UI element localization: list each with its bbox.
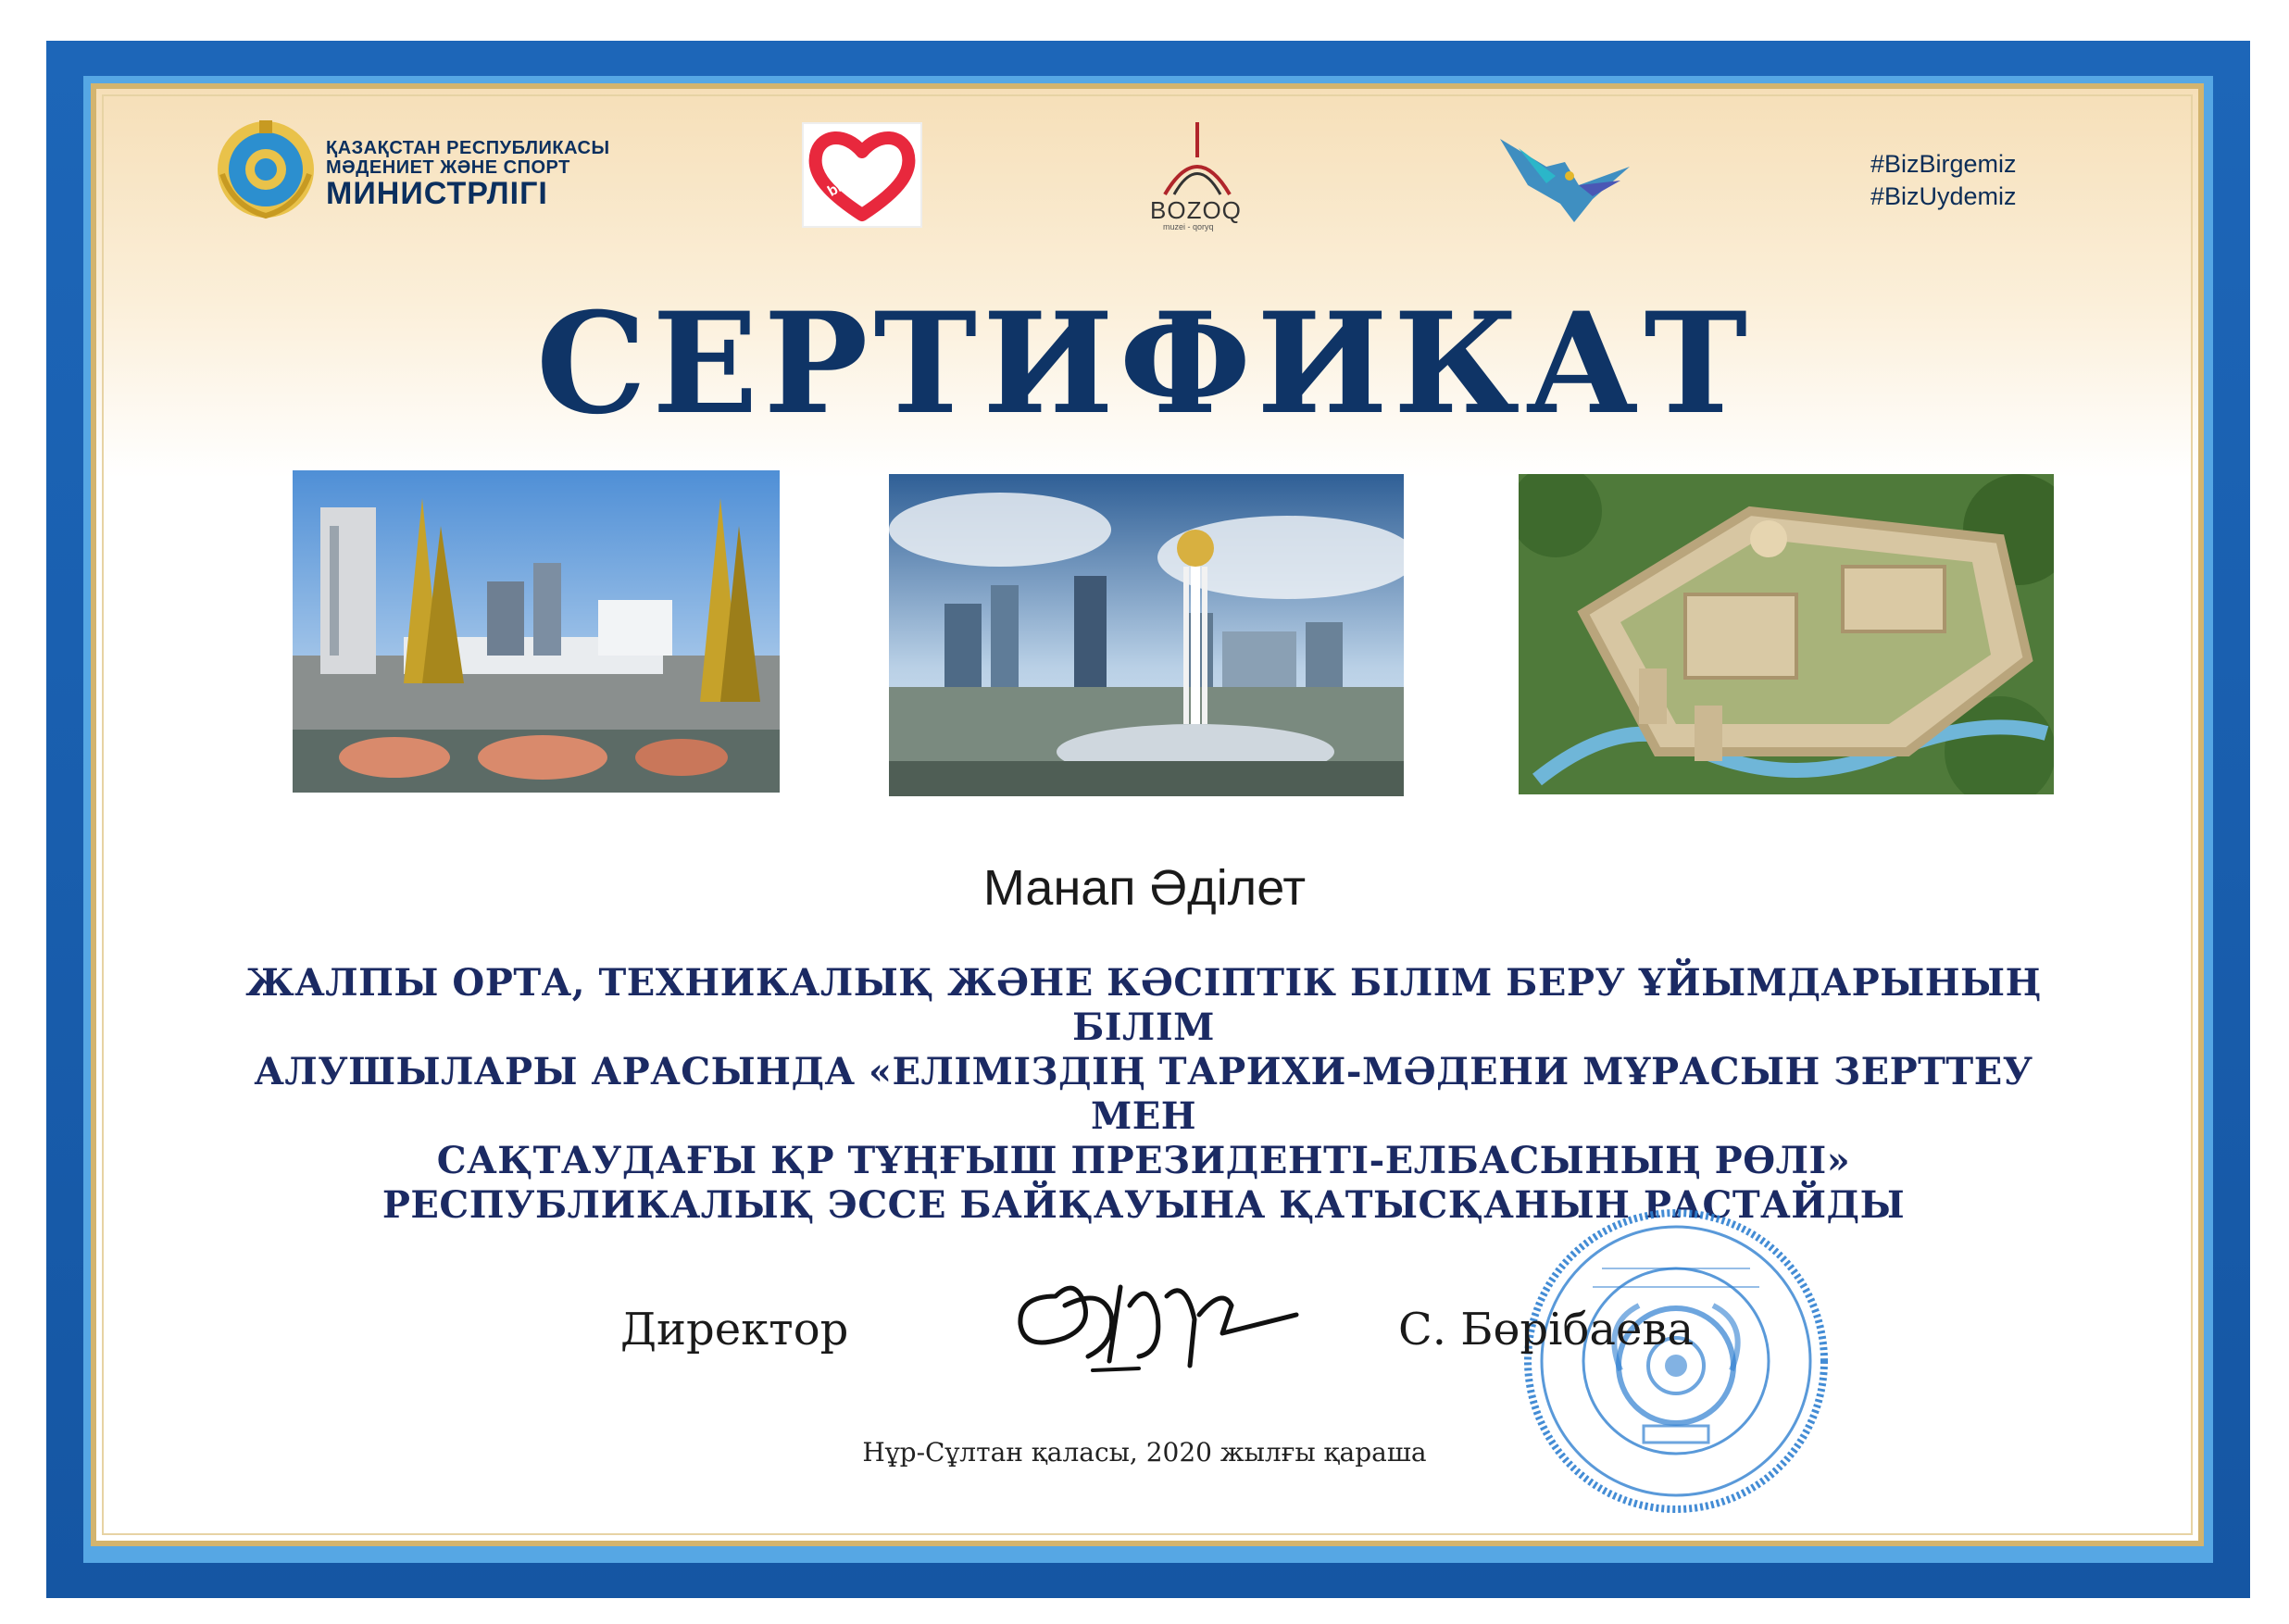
birgemiz-logo-text: birgemiz bbox=[825, 156, 886, 200]
photo-ancient-fortress bbox=[1519, 474, 2054, 794]
hashtags bbox=[1833, 148, 2017, 213]
handwritten-signature bbox=[1000, 1250, 1306, 1380]
bozoq-logo-subtitle: muzei - qoryq bbox=[1163, 222, 1214, 231]
photo-astana-golden-towers bbox=[293, 470, 780, 793]
photo-bayterek bbox=[889, 474, 1404, 796]
recipient-name: Манап Әділет bbox=[982, 860, 1307, 916]
birgemiz-logo bbox=[802, 122, 922, 228]
certificate-title: СЕРТИФИКАТ bbox=[535, 282, 1754, 445]
body-line-1: ЖАЛПЫ ОРТА, ТЕХНИКАЛЫҚ ЖӘНЕ КӘСІПТІК БІЛІМ БЕРУ ҰЙЫМДАРЫНЫҢ БІЛІМ bbox=[245, 961, 2042, 1049]
hashtag-biz-uydemiz: #BizUydemiz bbox=[1870, 182, 2017, 211]
ministry-logo bbox=[215, 119, 650, 230]
certificate-body bbox=[222, 961, 2065, 1228]
body-line-2: АЛУШЫЛАРЫ АРАСЫНДА «ЕЛІМІЗДІҢ ТАРИХИ-МӘДЕНИ МҰРАСЫН ЗЕРТТЕУ МЕН bbox=[254, 1050, 2033, 1138]
eagle-icon bbox=[1491, 130, 1648, 231]
bozoq-logo-text: BOZOQ bbox=[1150, 196, 1242, 224]
director-label: Директор bbox=[620, 1304, 849, 1355]
bozoq-logo bbox=[1146, 120, 1248, 236]
ministry-line2: МӘДЕНИЕТ ЖӘНЕ СПОРТ bbox=[326, 157, 570, 178]
place-and-date: Нұр-Сұлтан қаласы, 2020 жылғы қараша bbox=[862, 1437, 1427, 1468]
official-seal bbox=[1519, 1204, 1833, 1518]
body-line-4: РЕСПУБЛИКАЛЫҚ ЭССЕ БАЙҚАУЫНА ҚАТЫСҚАНЫН РАСТАЙДЫ bbox=[382, 1183, 1906, 1227]
director-name: С. Бөрібаева bbox=[1398, 1304, 1695, 1355]
kazakhstan-emblem-icon bbox=[215, 119, 317, 220]
body-line-3: САҚТАУДАҒЫ ҚР ТҰҢҒЫШ ПРЕЗИДЕНТІ-ЕЛБАСЫНЫҢ РӨЛІ» bbox=[436, 1139, 1851, 1182]
bozoq-arch-icon bbox=[1146, 120, 1248, 204]
ministry-line1: ҚАЗАҚСТАН РЕСПУБЛИКАСЫ bbox=[326, 138, 610, 158]
heart-icon bbox=[804, 124, 920, 226]
bird-logo bbox=[1491, 130, 1648, 231]
ministry-line3: МИНИСТРЛІГІ bbox=[326, 176, 548, 211]
hashtag-biz-birgemiz: #BizBirgemiz bbox=[1870, 150, 2017, 178]
